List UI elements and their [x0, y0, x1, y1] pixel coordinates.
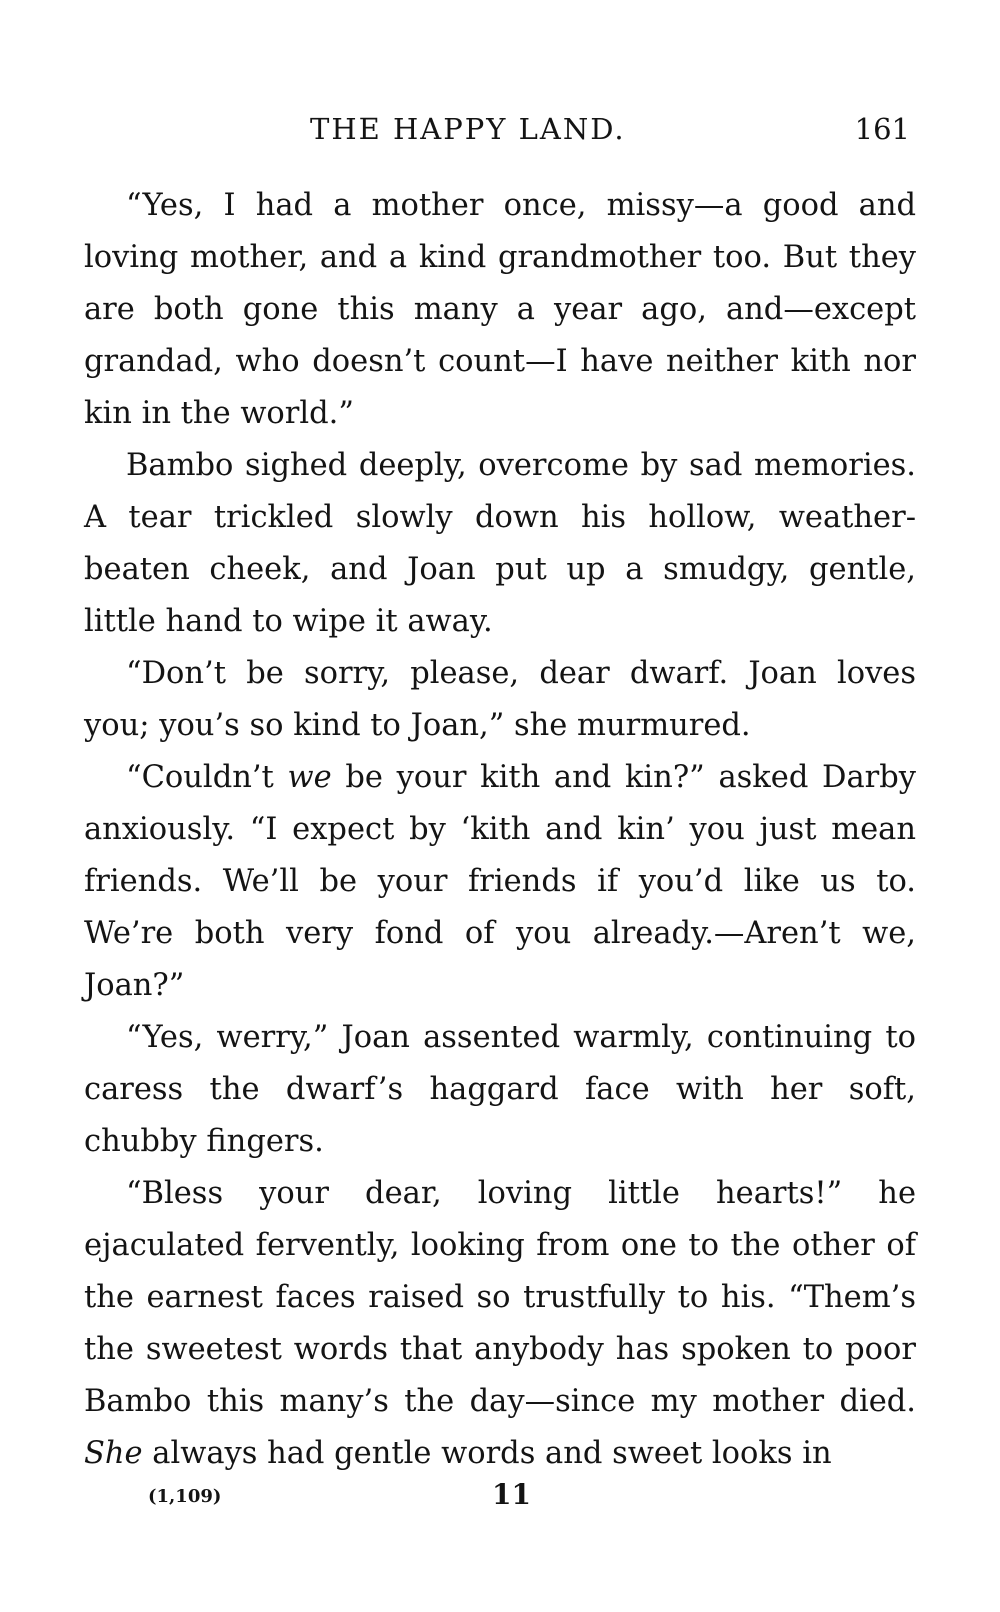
paragraph-4-text-a: “Couldn’t: [126, 760, 288, 795]
paragraph-2-text: Bambo sighed deeply, overcome by sad memories. A tear trickled slowly down his hollow, weather-beaten cheek, and Joan put up a smudgy, gentle, little hand to wipe it away.: [84, 448, 916, 639]
paragraph-6-text-b: always had gentle words and sweet looks in: [142, 1436, 832, 1471]
running-title: THE HAPPY LAND.: [310, 112, 626, 146]
body-text: [84, 180, 916, 1480]
sheet-number: 11: [492, 1478, 531, 1511]
paragraph-1-text: “Yes, I had a mother once, missy—a good and loving mother, and a kind grandmother too. But they are both gone this many a year ago, and—except grandad, who doesn’t count—I have neither kith nor kin in the world.”: [84, 188, 916, 431]
paragraph-4: [84, 752, 916, 1012]
paragraph-5-text: “Yes, werry,” Joan assented warmly, continuing to caress the dwarf’s haggard face with her soft, chubby fingers.: [84, 1020, 916, 1159]
paragraph-3-text: “Don’t be sorry, please, dear dwarf. Joan loves you; you’s so kind to Joan,” she murmured.: [84, 656, 916, 743]
running-head: [84, 112, 916, 156]
page-footer: [84, 1476, 916, 1516]
paragraph-4-text-b: be your kith and kin?” asked Darby anxiously. “I expect by ‘kith and kin’ you just mean friends. We’ll be your friends if you’d like us to. We’re both very fond of you already.—Aren’t we, Joan?”: [84, 760, 916, 1003]
paragraph-6-text-a: “Bless your dear, loving little hearts!” he ejaculated fervently, looking from one to the other of the earnest faces raised so trustfully to his. “Them’s the sweetest words that anybody has spoken to poor Bambo this many’s the day—since my mother died.: [84, 1176, 916, 1419]
paragraph-2: [84, 440, 916, 648]
paragraph-1: [84, 180, 916, 440]
printer-signature: (1,109): [148, 1486, 222, 1507]
page-number: 161: [854, 112, 910, 146]
paragraph-3: [84, 648, 916, 752]
paragraph-5: [84, 1012, 916, 1168]
paragraph-4-emphasis: we: [287, 760, 332, 795]
paragraph-6-emphasis: She: [84, 1436, 143, 1471]
paragraph-6: [84, 1168, 916, 1480]
